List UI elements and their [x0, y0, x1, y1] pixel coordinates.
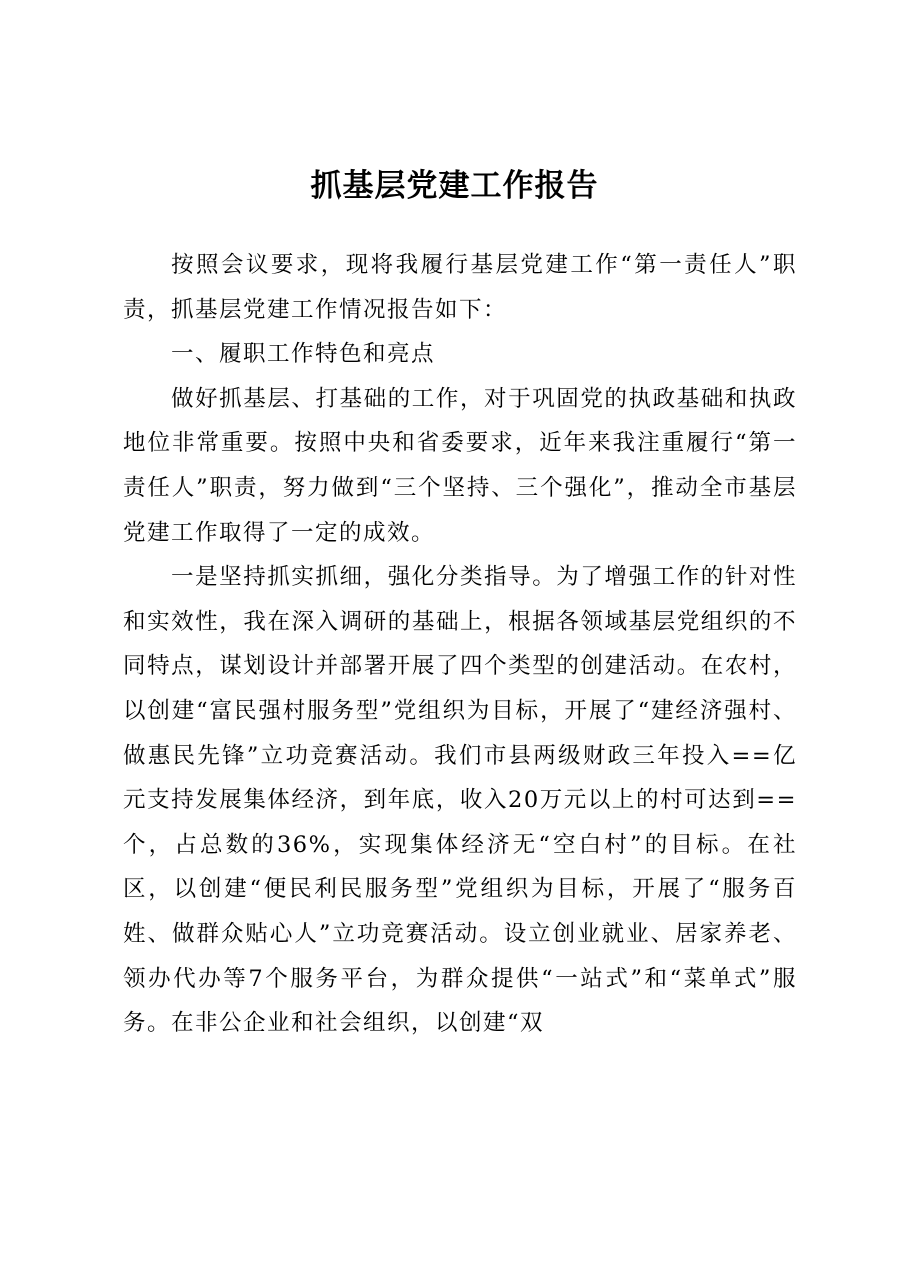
document-body — [123, 243, 797, 1046]
section-heading: 一、履职工作特色和亮点 — [171, 341, 436, 368]
paragraph-intro: 按照会议要求，现将我履行基层党建工作“第一责任人”职责，抓基层党建工作情况报告如下： — [123, 252, 797, 323]
document-title: 抓基层党建工作报告 — [310, 168, 599, 204]
paragraph-point-one: 一是坚持抓实抓细，强化分类指导。为了增强工作的针对性和实效性，我在深入调研的基础上，根据各领域基层党组织的不同特点，谋划设计并部署开展了四个类型的创建活动。在农村，以创建“富民强村服务型”党组织为目标，开展了“建经济强村、做惠民先锋”立功竞赛活动。我们市县两级财政三年投入==亿元支持发展集体经济，到年底，收入20万元以上的村可达到==个，占总数的36%，实现集体经济无“空白村”的目标。在社区，以创建“便民利民服务型”党组织为目标，开展了“服务百姓、做群众贴心人”立功竞赛活动。设立创业就业、居家养老、领办代办等7个服务平台，为群众提供“一站式”和“菜单式”服务。在非公企业和社会组织，以创建“双 — [123, 564, 797, 1037]
paragraph-overview: 做好抓基层、打基础的工作，对于巩固党的执政基础和执政地位非常重要。按照中央和省委要求，近年来我注重履行“第一责任人”职责，努力做到“三个坚持、三个强化”，推动全市基层党建工作取得了一定的成效。 — [123, 385, 797, 546]
